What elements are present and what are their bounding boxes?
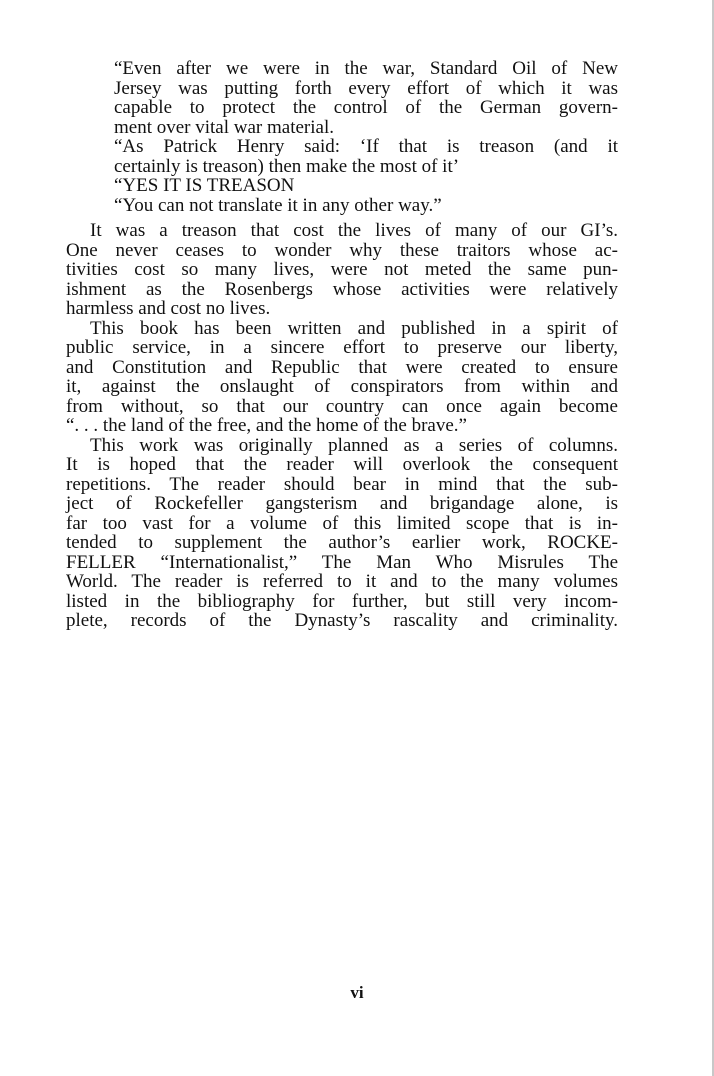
- text-line: far too vast for a volume of this limited scope that is in-: [66, 512, 618, 534]
- text-line: repetitions. The reader should bear in mind that the sub-: [66, 473, 618, 495]
- page-number: vi: [350, 983, 364, 1002]
- text-line: Jersey was putting forth every effort of which it was: [114, 77, 618, 99]
- text-line: “YES IT IS TREASON: [114, 175, 295, 196]
- text-line: and Constitution and Republic that were created to ensure: [66, 356, 618, 378]
- text-line: ishment as the Rosenbergs whose activities were relatively: [66, 278, 618, 300]
- text-line: ment over vital war material.: [114, 116, 334, 138]
- quote-paragraph-2: [114, 137, 618, 176]
- text-line: tivities cost so many lives, were not meted the same pun-: [66, 259, 618, 280]
- text-line: public service, in a sincere effort to preserve our liberty,: [66, 337, 618, 358]
- text-line: ject of Rockefeller gangsterism and brigandage alone, is: [66, 493, 618, 514]
- text-line: “You can not translate it in any other way.”: [114, 194, 442, 216]
- text-line: This work was originally planned as a series of columns.: [90, 434, 618, 456]
- text-line: “Even after we were in the war, Standard Oil of New: [114, 58, 618, 79]
- quote-paragraph-1: [114, 59, 618, 137]
- text-line: it, against the onslaught of conspirators from within and: [66, 376, 618, 397]
- text-line: listed in the bibliography for further, but still very incom-: [66, 590, 618, 612]
- text-line: This book has been written and published in a spirit of: [90, 317, 618, 339]
- text-line: “. . . the land of the free, and the home of the brave.”: [66, 415, 467, 436]
- quote-paragraph-4: [114, 196, 618, 216]
- text-line: tended to supplement the author’s earlier work, ROCKE-: [66, 532, 618, 553]
- block-quote: [66, 59, 618, 215]
- text-line: “As Patrick Henry said: ‘If that is treason (and it: [114, 136, 618, 157]
- body-paragraph-1: [66, 221, 618, 319]
- text-line: It is hoped that the reader will overlook the consequent: [66, 454, 618, 475]
- page-text: [66, 59, 618, 631]
- text-line: capable to protect the control of the German govern-: [114, 97, 618, 118]
- body-paragraph-2: [66, 319, 618, 436]
- text-line: World. The reader is referred to it and to the many volumes: [66, 571, 618, 592]
- body-paragraph-3: [66, 436, 618, 631]
- text-line: FELLER “Internationalist,” The Man Who Misrules The: [66, 551, 618, 573]
- text-line: certainly is treason) then make the most of it’: [114, 155, 460, 177]
- text-line: One never ceases to wonder why these traitors whose ac-: [66, 239, 618, 261]
- text-line: harmless and cost no lives.: [66, 298, 271, 319]
- quote-paragraph-3: [114, 176, 618, 196]
- text-line: from without, so that our country can once again become: [66, 395, 618, 417]
- text-line: It was a treason that cost the lives of many of our GI’s.: [90, 220, 618, 241]
- text-line: plete, records of the Dynasty’s rascality and criminality.: [66, 610, 618, 631]
